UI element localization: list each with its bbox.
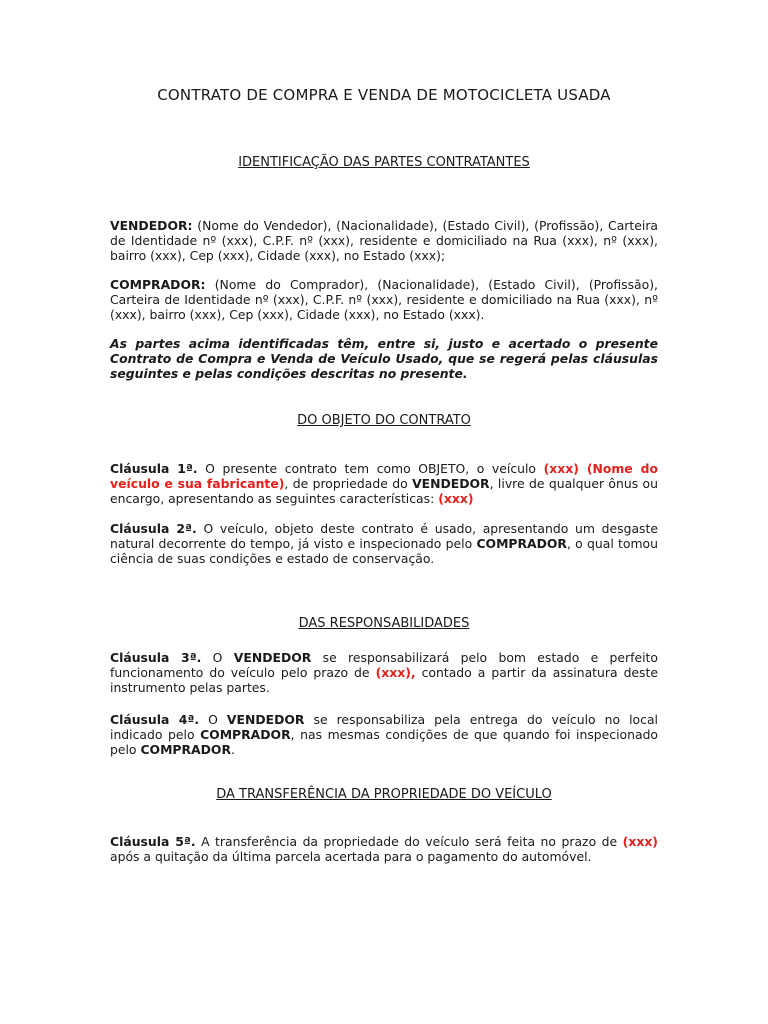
intro-contract-name: Contrato de Compra e Venda de Veículo Usado xyxy=(110,351,439,366)
clausula-2-text-1: O veículo, objeto deste contrato é usado, apresentando um desgaste natural decorrente do tempo, já visto e inspecionado pelo xyxy=(110,521,658,551)
clausula-3-label: Cláusula 3ª. xyxy=(110,650,202,665)
clausula-4-text-4: . xyxy=(230,742,235,757)
intro-part2: , que se regerá pelas cláusulas seguintes e pelas condições descritas no presente. xyxy=(110,351,658,381)
clausula-1-placeholder-caracteristicas: (xxx) xyxy=(438,491,474,506)
clausula-1-vendedor: VENDEDOR xyxy=(412,476,490,491)
heading-responsabilidades: DAS RESPONSABILIDADES xyxy=(298,616,470,631)
clausula-3-placeholder-prazo: (xxx), xyxy=(375,665,416,680)
clausula-1-placeholder-veiculo: (xxx) (Nome do veículo e sua fabricante) xyxy=(110,461,658,491)
paragraph-clausula-2 xyxy=(110,521,658,566)
clausula-1-text-2: , de propriedade do xyxy=(284,476,413,491)
paragraph-vendedor xyxy=(110,218,658,263)
comprador-label: COMPRADOR: xyxy=(110,277,206,292)
clausula-5-label: Cláusula 5ª. xyxy=(110,834,196,849)
intro-part1: As partes acima identificadas têm, entre si, justo e acertado o presente xyxy=(110,336,658,351)
clausula-4-comprador-2: COMPRADOR xyxy=(140,742,231,757)
clausula-4-text-2: se responsabiliza pela entrega do veículo no local indicado pelo xyxy=(110,712,658,742)
clausula-5-text-1: A transferência da propriedade do veículo será feita no prazo de xyxy=(195,834,623,849)
heading-transferencia: DA TRANSFERÊNCIA DA PROPRIEDADE DO VEÍCULO xyxy=(216,787,552,802)
clausula-2-text-2: , o qual tomou ciência de suas condições e estado de conservação. xyxy=(110,536,658,566)
clausula-1-text-1: O presente contrato tem como OBJETO, o veículo xyxy=(197,461,544,476)
vendedor-text: (Nome do Vendedor), (Nacionalidade), (Estado Civil), (Profissão), Carteira de Identidade nº (xxx), C.P.F. nº (xxx), residente e domiciliado na Rua (xxx), nº (xxx), bairro (xxx), Cep (xxx), Cidade (xxx), no Estado (xxx); xyxy=(110,218,658,263)
clausula-3-text-1: O xyxy=(201,650,234,665)
heading-identificacao: IDENTIFICAÇÃO DAS PARTES CONTRATANTES xyxy=(238,155,530,170)
clausula-2-comprador: COMPRADOR xyxy=(476,536,567,551)
clausula-5-text-2: após a quitação da última parcela acertada para o pagamento do automóvel. xyxy=(110,849,592,864)
clausula-5-placeholder-prazo: (xxx) xyxy=(622,834,658,849)
clausula-4-vendedor: VENDEDOR xyxy=(226,712,305,727)
vendedor-label: VENDEDOR: xyxy=(110,218,193,233)
clausula-3-text-2: se responsabilizará pelo bom estado e perfeito funcionamento do veículo pelo prazo de xyxy=(110,650,659,680)
document-title: CONTRATO DE COMPRA E VENDA DE MOTOCICLETA USADA xyxy=(157,86,611,104)
clausula-3-vendedor: VENDEDOR xyxy=(233,650,312,665)
clausula-3-text-3: contado a partir da assinatura deste instrumento pelas partes. xyxy=(110,665,658,695)
clausula-4-text-3: , nas mesmas condições de que quando foi inspecionado pelo xyxy=(110,727,659,757)
clausula-2-label: Cláusula 2ª. xyxy=(110,521,197,536)
paragraph-clausula-1 xyxy=(110,461,658,506)
clausula-4-comprador-1: COMPRADOR xyxy=(200,727,291,742)
comprador-text: (Nome do Comprador), (Nacionalidade), (Estado Civil), (Profissão), Carteira de Identidade nº (xxx), C.P.F. nº (xxx), residente e domiciliado na Rua (xxx), nº (xxx), bairro (xxx), Cep (xxx), Cidade (xxx), no Estado (xxx). xyxy=(110,277,658,322)
heading-objeto: DO OBJETO DO CONTRATO xyxy=(297,413,471,428)
paragraph-intro xyxy=(110,336,658,381)
paragraph-clausula-5 xyxy=(110,834,658,864)
clausula-1-text-3: , livre de qualquer ônus ou encargo, apresentando as seguintes características: xyxy=(110,476,658,506)
clausula-4-text-1: O xyxy=(199,712,227,727)
clausula-1-label: Cláusula 1ª. xyxy=(110,461,198,476)
paragraph-clausula-4 xyxy=(110,712,658,757)
paragraph-clausula-3 xyxy=(110,650,658,695)
clausula-4-label: Cláusula 4ª. xyxy=(110,712,200,727)
paragraph-comprador xyxy=(110,277,658,322)
